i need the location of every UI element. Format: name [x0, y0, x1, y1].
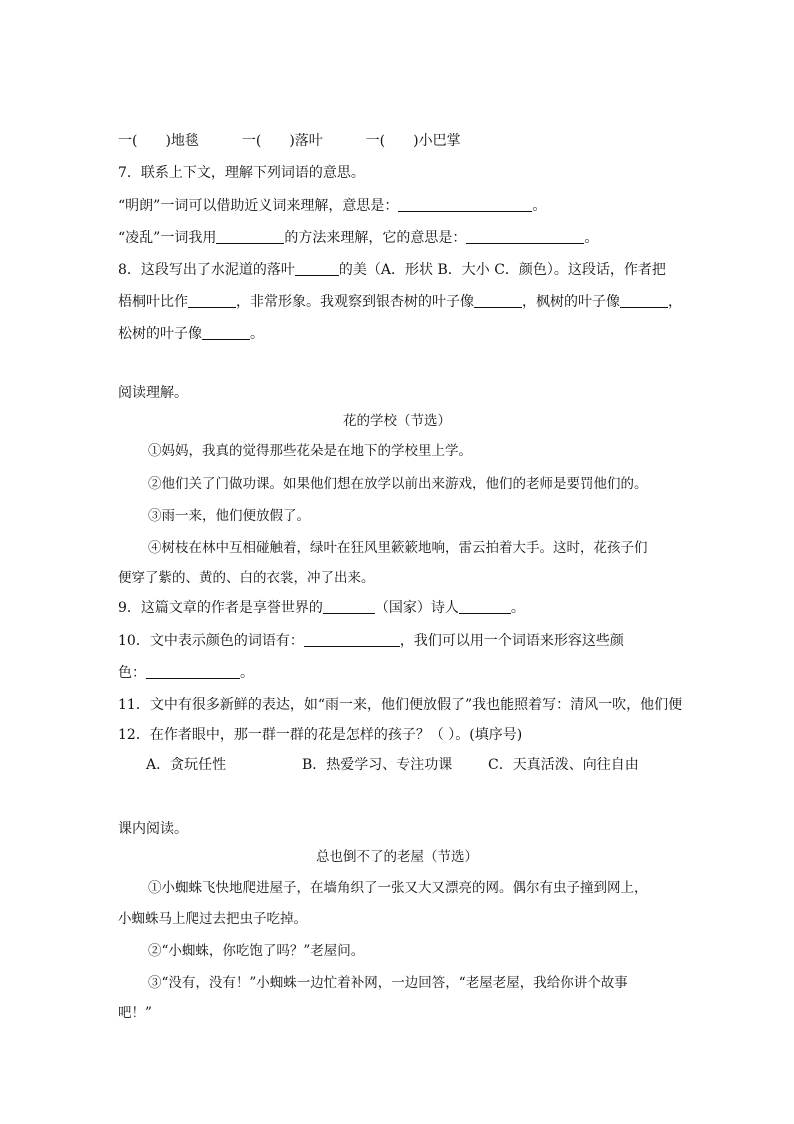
question-7-stem: 7．联系上下文，理解下列词语的意思。: [118, 165, 365, 181]
answer-blank[interactable]: [398, 197, 532, 212]
q8-line2-text-b: ，非常形象。我观察到银杏树的叶子像: [236, 294, 474, 310]
q8-line1-text-a: 8．这段写出了水泥道的落叶: [118, 262, 295, 278]
answer-blank[interactable]: [474, 293, 522, 308]
fill-item-3-prefix: 一(: [365, 133, 386, 149]
fill-item-2-suffix: )落叶: [289, 133, 323, 149]
answer-blank[interactable]: [146, 664, 240, 679]
question-7-line-2: [118, 229, 598, 247]
fill-in-row: [118, 132, 461, 150]
answer-blank[interactable]: [466, 229, 584, 244]
passage-paragraph-1: ①妈妈，我真的觉得那些花朵是在地下的学校里上学。: [148, 443, 472, 459]
passage2-paragraph-3: ③“没有，没有！”小蜘蛛一边忙着补网，一边回答，“老屋老屋，我给你讲个故事: [148, 975, 628, 991]
option-c[interactable]: C．天真活泼、向往自由: [488, 757, 639, 773]
question-8-line-2: [118, 293, 682, 311]
fill-item-2-prefix: 一(: [241, 133, 262, 149]
question-7-line-1: [118, 197, 546, 215]
fill-item-3-suffix: )小巴掌: [413, 133, 461, 149]
option-a[interactable]: A．贪玩任性: [146, 757, 227, 773]
answer-blank[interactable]: [620, 293, 668, 308]
q8-line2-end: ，: [668, 294, 682, 310]
q10-text-b: ，我们可以用一个词语来形容这些颜: [399, 633, 624, 649]
q7-line2-end: 。: [584, 230, 599, 246]
answer-blank[interactable]: [295, 261, 339, 276]
q9-text-b: （国家）诗人: [374, 600, 459, 616]
q7-line2-text-b: 的方法来理解，它的意思是：: [284, 230, 467, 246]
q8-line2-text-c: ，枫树的叶子像: [522, 294, 620, 310]
answer-blank[interactable]: [459, 599, 511, 614]
passage2-paragraph-1: ①小蜘蛛飞快地爬进屋子，在墙角织了一张又大又漂亮的网。偶尔有虫子撞到网上，: [148, 880, 648, 896]
question-8-line-3: [118, 325, 264, 343]
question-10-line-2: [118, 664, 254, 682]
fill-item-1-prefix: 一(: [118, 133, 138, 149]
question-9: [118, 599, 525, 617]
option-b[interactable]: B．热爱学习、专注功课: [302, 757, 453, 773]
answer-blank[interactable]: [304, 632, 400, 647]
q8-line3-text: 松树的叶子像: [118, 326, 202, 342]
q8-line3-end: 。: [250, 326, 264, 342]
q9-end: 。: [510, 600, 525, 616]
question-10-line-1: [118, 632, 624, 650]
answer-blank[interactable]: [216, 229, 284, 244]
q8-line2-text-a: 梧桐叶比作: [118, 294, 188, 310]
answer-blank[interactable]: [323, 599, 375, 614]
passage-title-old-house: 总也倒不了的老屋（节选）: [316, 849, 478, 865]
passage-title-flower-school: 花的学校（节选）: [343, 413, 451, 429]
question-11: 11．文中有很多新鲜的表达，如“雨一来，他们便放假了”我也能照着写：清风一吹，他们便: [118, 697, 683, 713]
fill-item-1-suffix: )地毯: [165, 133, 199, 149]
answer-blank[interactable]: [188, 293, 236, 308]
passage-paragraph-2: ②他们关了门做功课。如果他们想在放学以前出来游戏，他们的老师是要罚他们的。: [148, 476, 648, 492]
passage2-paragraph-3-cont: 吧！”: [118, 1005, 152, 1021]
q8-line1-text-b: 的美（A．形状 B．大小 C．颜色）。这段话，作者把: [338, 262, 666, 278]
passage-paragraph-3: ③雨一来，他们便放假了。: [148, 508, 310, 524]
q7-line1-end: 。: [532, 198, 547, 214]
question-8-line-1: [118, 261, 666, 279]
passage2-paragraph-1-cont: 小蜘蛛马上爬过去把虫子吃掉。: [118, 911, 307, 927]
q9-text-a: 9．这篇文章的作者是享誉世界的: [118, 600, 323, 616]
q10-end: 。: [240, 665, 254, 681]
passage-paragraph-4: ④树枝在林中互相碰触着，绿叶在狂风里簌簌地响，雷云拍着大手。这时，花孩子们: [148, 540, 648, 556]
q7-line2-text-a: “凌乱”一词我用: [118, 230, 217, 246]
answer-blank[interactable]: [202, 325, 250, 340]
q7-line1-text: “明朗”一词可以借助近义词来理解，意思是：: [118, 198, 399, 214]
section-heading-class-reading: 课内阅读。: [118, 821, 188, 837]
passage-paragraph-4-cont: 便穿了紫的、黄的、白的衣裳，冲了出来。: [118, 570, 375, 586]
question-12-stem: 12．在作者眼中，那一群一群的花是怎样的孩子？（ ）。(填序号): [118, 727, 523, 743]
section-heading-reading: 阅读理解。: [118, 385, 188, 401]
passage2-paragraph-2: ②“小蜘蛛，你吃饱了吗？”老屋问。: [148, 943, 365, 959]
q10-text-a: 10．文中表示颜色的词语有：: [118, 633, 304, 649]
q10-line2-text: 色：: [118, 665, 146, 681]
